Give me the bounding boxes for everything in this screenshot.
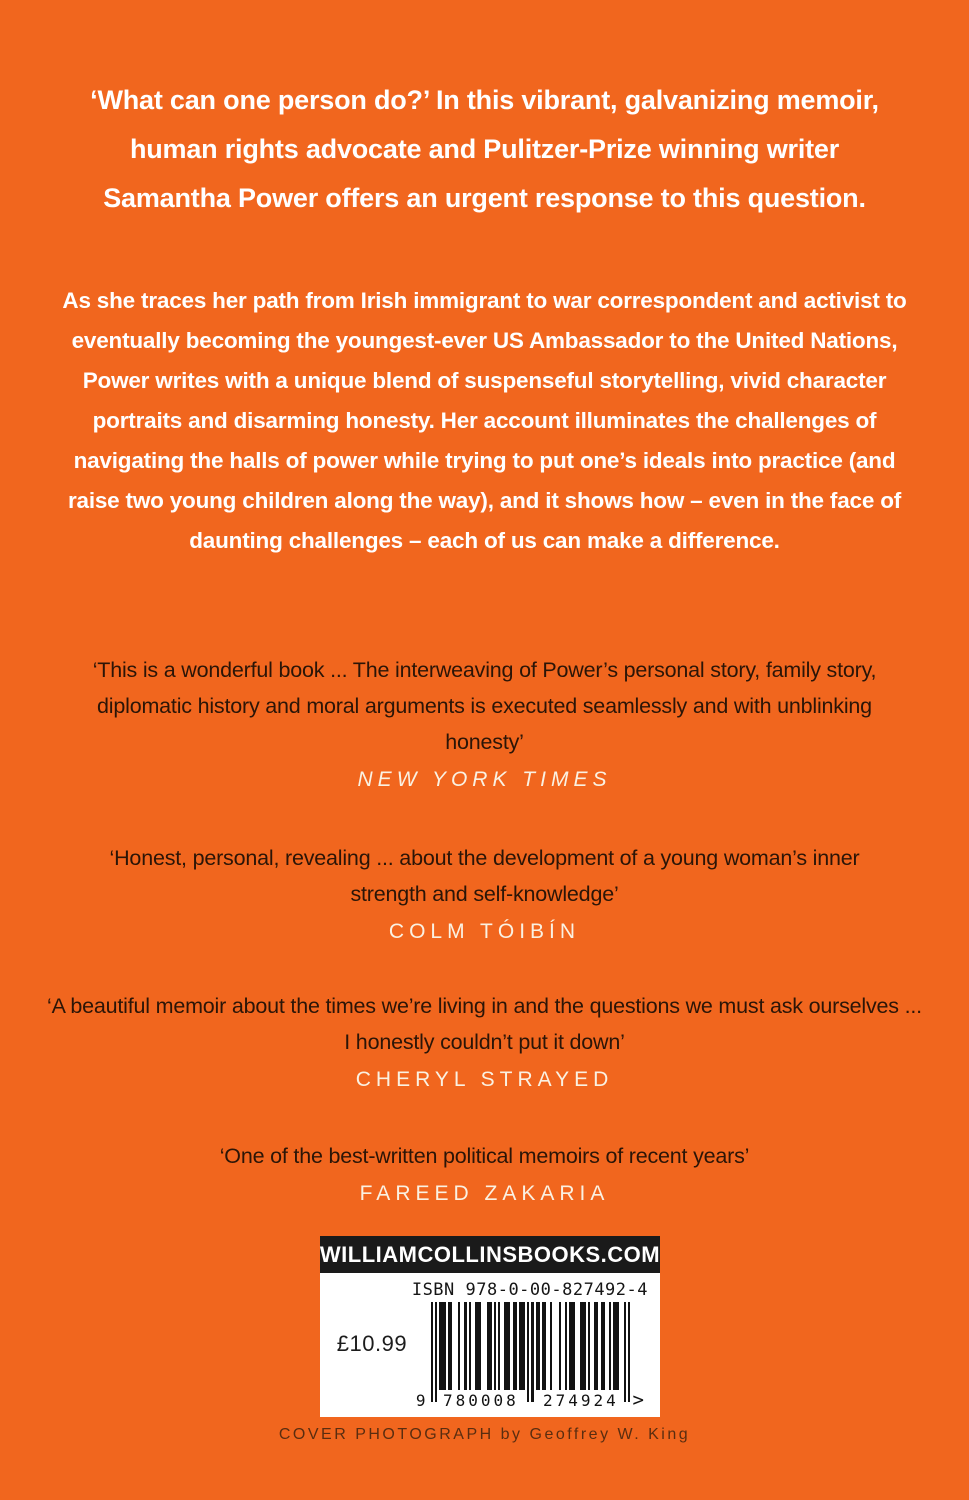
quote-source: NEW YORK TIMES (357, 768, 612, 791)
review-quote (0, 652, 969, 792)
barcode-bars (431, 1302, 631, 1390)
quote-text: ‘One of the best-written political memoirs of recent years’ (219, 1144, 750, 1168)
review-quote (0, 1138, 969, 1206)
quote-source: FAREED ZAKARIA (359, 1182, 610, 1205)
barcode-digit-group2: 274924 (543, 1390, 619, 1410)
publisher-website-bar (320, 1236, 660, 1273)
barcode-arrow: > (632, 1389, 644, 1411)
price-label: £10.99 (336, 1331, 408, 1356)
barcode-box (320, 1273, 660, 1417)
review-quote (0, 988, 969, 1092)
quote-text: ‘Honest, personal, revealing ... about the development of a young woman’s inner strength and self-knowledge’ (109, 846, 860, 906)
price-column (332, 1278, 412, 1410)
isbn-label: ISBN 978-0-00-827492-4 (411, 1280, 648, 1300)
cover-photo-credit: COVER PHOTOGRAPH by Geoffrey W. King (278, 1426, 691, 1443)
publisher-website-url: WILLIAMCOLLINSBOOKS.COM (319, 1241, 661, 1267)
quote-text: ‘A beautiful memoir about the times we’re living in and the questions we must ask ourselves ... I honestly couldn’t put it down’ (47, 994, 922, 1054)
quote-source: CHERYL STRAYED (355, 1068, 614, 1091)
quote-text: ‘This is a wonderful book ... The interweaving of Power’s personal story, family story, diplomatic history and moral arguments is executed seamlessly and with unblinking honesty’ (92, 658, 877, 754)
synopsis-paragraph: As she traces her path from Irish immigrant to war correspondent and activist to eventually becoming the youngest-ever US Ambassador to the United Nations, Power writes with a unique blend of suspenseful storytelling, vivid character portraits and disarming honesty. Her account illuminates the challenges of navigating the halls of power while trying to put one’s ideals into practice (and raise two young children along the way), and it shows how – even in the face of daunting challenges – each of us can make a difference. (62, 288, 907, 553)
barcode-digits (416, 1390, 644, 1410)
barcode-digit-first: 9 (415, 1390, 426, 1410)
barcode (416, 1302, 644, 1410)
quote-source: COLM TÓIBÍN (388, 920, 581, 943)
review-quote (0, 840, 969, 944)
headline-blurb: ‘What can one person do?’ In this vibrant, galvanizing memoir, human rights advocate and Pulitzer-Prize winning writer Samantha Power offers an urgent response to this question. (90, 85, 879, 213)
barcode-digit-group1: 780008 (443, 1390, 519, 1410)
